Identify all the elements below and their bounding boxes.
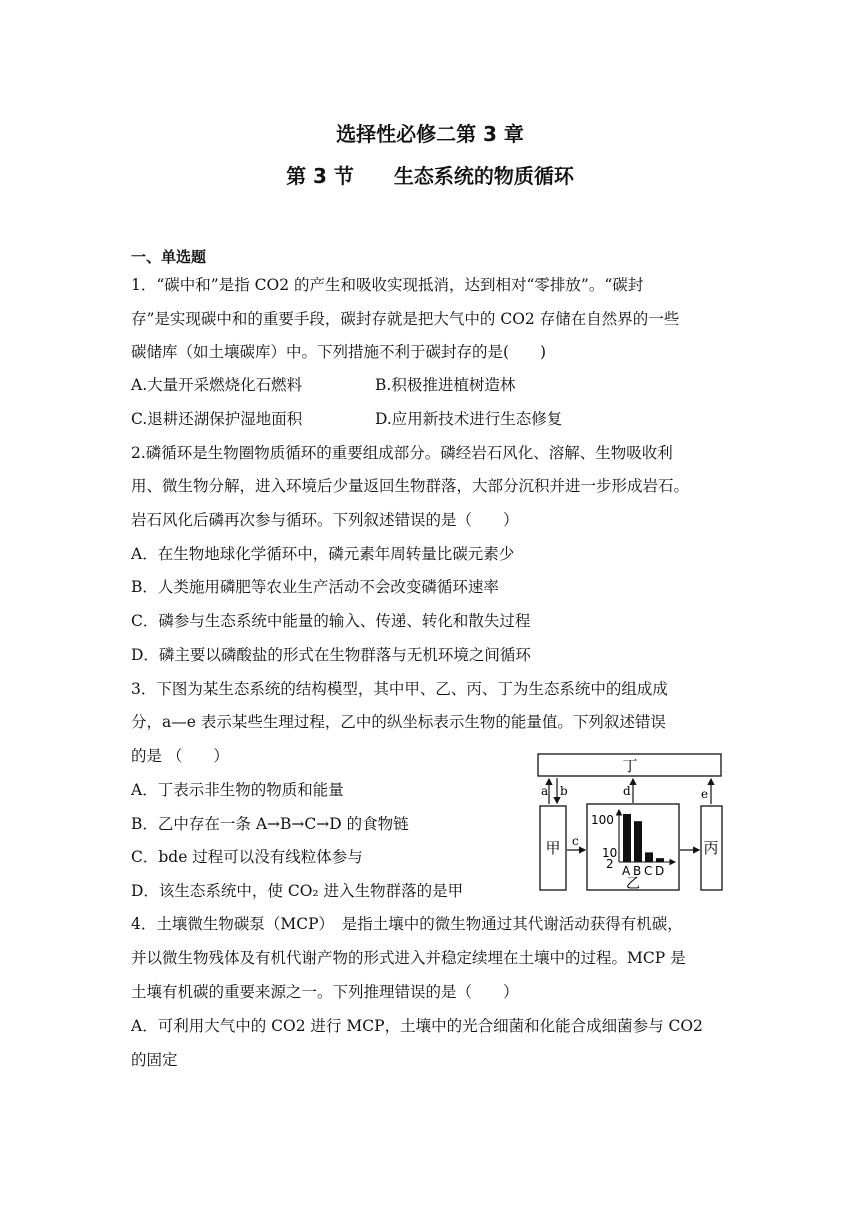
bar-B [634,821,642,862]
q2-stem-line: 岩石风化后磷再次参与循环。下列叙述错误的是（ ） [131,511,519,529]
yi-energy-chart [591,810,675,892]
q1-stem-line: 存”是实现碳中和的重要手段，碳封存就是把大气中的 CO2 存储在自然界的一些 [131,310,680,328]
q2-stem-line: 2.磷循环是生物圈物质循环的重要组成部分。磷经岩石风化、溶解、生物吸收利 [131,444,673,462]
q4-stem-line: 4．土壤微生物碳泵（MCP） 是指土壤中的微生物通过其代谢活动获得有机碳， [131,915,683,933]
q3-option-b: B．乙中存在一条 A→B→C→D 的食物链 [131,815,409,833]
y-tick-label: 2 [606,857,614,871]
q2-option-c: C．磷参与生态系统中能量的输入、传递、转化和散失过程 [131,612,531,630]
bar-D [656,858,664,862]
q1-option-c: C.退耕还湖保护湿地面积 [131,410,303,428]
x-tick-label: D [655,864,665,878]
x-tick-label: B [633,864,642,878]
ding-label: 丁 [622,757,638,775]
q4-stem-line: 土壤有机碳的重要来源之一。下列推理错误的是（ ） [131,983,519,1001]
q4-option-a: A．可利用大气中的 CO2 进行 MCP，土壤中的光合细菌和化能合成细菌参与 CO2 [131,1017,703,1035]
x-tick-label: C [644,864,653,878]
label-d: d [623,784,631,798]
q2-stem-line: 用、微生物分解，进入环境后少量返回生物群落，大部分沉积并进一步形成岩石。 [131,477,690,495]
q1-option-d: D.应用新技术进行生态修复 [375,410,563,428]
bing-label: 丙 [703,839,719,857]
page-title: 选择性必修二第 3 章 [336,122,524,146]
label-c: c [572,834,579,848]
q3-option-a: A．丁表示非生物的物质和能量 [131,781,344,799]
q3-stem-line: 分，a—e 表示某些生理过程，乙中的纵坐标表示生物的能量值。下列叙述错误 [131,713,666,731]
y-tick-label: 10 [602,846,618,860]
y-tick-label: 100 [591,813,614,827]
label-a: a [541,784,549,798]
q4-option-a-cont: 的固定 [131,1051,178,1069]
q3-option-d: D．该生态系统中，使 CO₂ 进入生物群落的是甲 [131,882,464,900]
section-heading: 一、单选题 [131,248,207,266]
q1-option-b: B.积极推进植树造林 [375,376,516,394]
q3-option-c: C．bde 过程可以没有线粒体参与 [131,848,363,866]
q2-option-d: D．磷主要以磷酸盐的形式在生物群落与无机环境之间循环 [131,646,531,664]
section-subtitle: 第 3 节 生态系统的物质循环 [286,164,574,188]
q3-stem-line: 的是 （ ） [131,747,229,765]
q1-stem-line: 1．“碳中和”是指 CO2 的产生和吸收实现抵消，达到相对“零排放”。“碳封 [131,276,644,294]
q2-option-b: B．人类施用磷肥等农业生产活动不会改变磷循环速率 [131,578,499,596]
x-tick-label: A [622,864,631,878]
q4-stem-line: 并以微生物残体及有机代谢产物的形式进入并稳定续埋在土壤中的过程。MCP 是 [131,949,686,967]
ecosystem-diagram [535,752,725,900]
label-e: e [701,787,709,801]
q1-option-a: A.大量开采燃烧化石燃料 [131,376,303,394]
q1-stem-line: 碳储库（如土壤碳库）中。下列措施不利于碳封存的是( ) [131,343,547,361]
q3-stem-line: 3．下图为某生态系统的结构模型，其中甲、乙、丙、丁为生态系统中的组成成 [131,680,668,698]
q2-option-a: A．在生物地球化学循环中，磷元素年周转量比碳元素少 [131,545,515,563]
bar-C [645,852,653,862]
label-b: b [560,784,568,798]
bar-A [623,814,631,862]
yi-label: 乙 [626,876,640,892]
jia-label: 甲 [545,839,561,857]
